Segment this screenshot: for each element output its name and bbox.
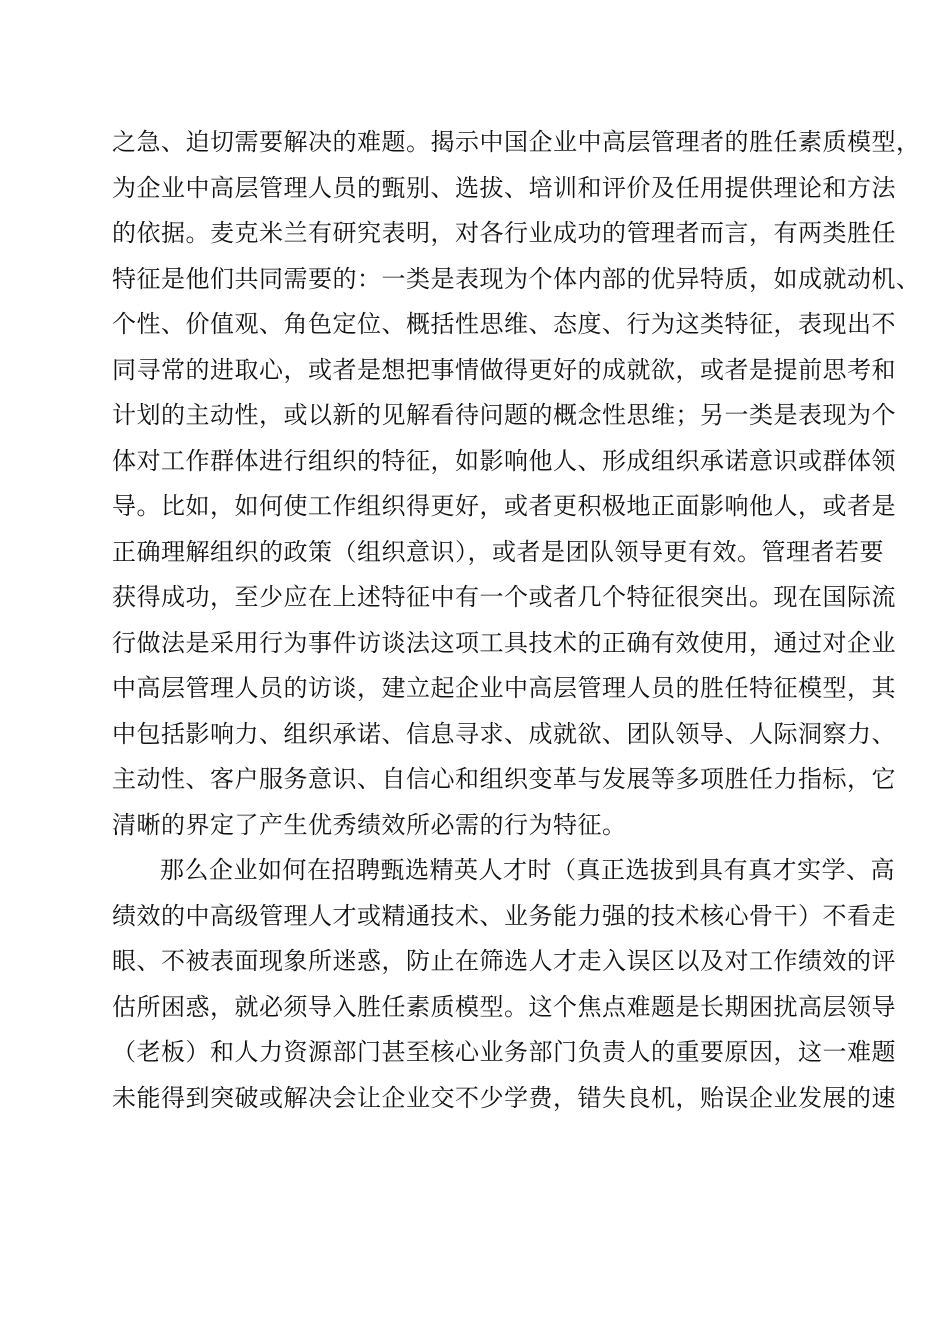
text-line: 体对工作群体进行组织的特征，如影响他人、形成组织承诺意识或群体领 bbox=[112, 446, 896, 475]
text-line: 眼、不被表面现象所迷惑，防止在筛选人才走入误区以及对工作绩效的评 bbox=[112, 947, 896, 975]
text-line: 同寻常的进取心，或者是想把事情做得更好的成就欲，或者是提前思考和 bbox=[112, 355, 896, 384]
text-line: 之急、迫切需要解决的难题。揭示中国企业中高层管理者的胜任素质模型， bbox=[112, 128, 921, 156]
text-line: 中高层管理人员的访谈，建立起企业中高层管理人员的胜任特征模型，其 bbox=[112, 674, 896, 702]
text-line: 为企业中高层管理人员的甄别、选拔、培训和评价及任用提供理论和方法 bbox=[112, 173, 896, 202]
text-line: 行做法是采用行为事件访谈法这项工具技术的正确有效使用，通过对企业 bbox=[112, 628, 896, 657]
paragraph-first-line: 那么企业如何在招聘甄选精英人才时（真正选拔到具有真才实学、高 bbox=[160, 856, 895, 884]
text-line: 主动性、客户服务意识、自信心和组织变革与发展等多项胜任力指标，它 bbox=[112, 765, 896, 793]
body-text bbox=[112, 120, 921, 1121]
text-line: 的依据。麦克米兰有研究表明，对各行业成功的管理者而言，有两类胜任 bbox=[112, 219, 896, 247]
text-line: 正确理解组织的政策（组织意识），或者是团队领导更有效。管理者若要 bbox=[112, 537, 884, 566]
text-line: （老板）和人力资源部门甚至核心业务部门负责人的重要原因，这一难题 bbox=[112, 1038, 896, 1066]
text-line: 特征是他们共同需要的：一类是表现为个体内部的优异特质，如成就动机、 bbox=[112, 264, 921, 293]
text-line: 绩效的中高级管理人才或精通技术、业务能力强的技术核心骨干）不看走 bbox=[112, 901, 896, 930]
text-line: 导。比如，如何使工作组织得更好，或者更积极地正面影响他人，或者是 bbox=[112, 492, 896, 520]
text-line: 未能得到突破或解决会让企业交不少学费，错失良机，贻误企业发展的速 bbox=[112, 1083, 896, 1112]
text-line: 个性、价值观、角色定位、概括性思维、态度、行为这类特征，表现出不 bbox=[112, 310, 896, 338]
text-line: 清晰的界定了产生优秀绩效所必需的行为特征。 bbox=[112, 810, 627, 839]
text-line: 计划的主动性，或以新的见解看待问题的概念性思维；另一类是表现为个 bbox=[112, 401, 896, 429]
text-line: 中包括影响力、组织承诺、信息寻求、成就欲、团队领导、人际洞察力、 bbox=[112, 719, 896, 748]
text-line: 估所困惑，就必须导入胜任素质模型。这个焦点难题是长期困扰高层领导 bbox=[112, 992, 896, 1021]
text-line: 获得成功，至少应在上述特征中有一个或者几个特征很突出。现在国际流 bbox=[112, 583, 896, 611]
